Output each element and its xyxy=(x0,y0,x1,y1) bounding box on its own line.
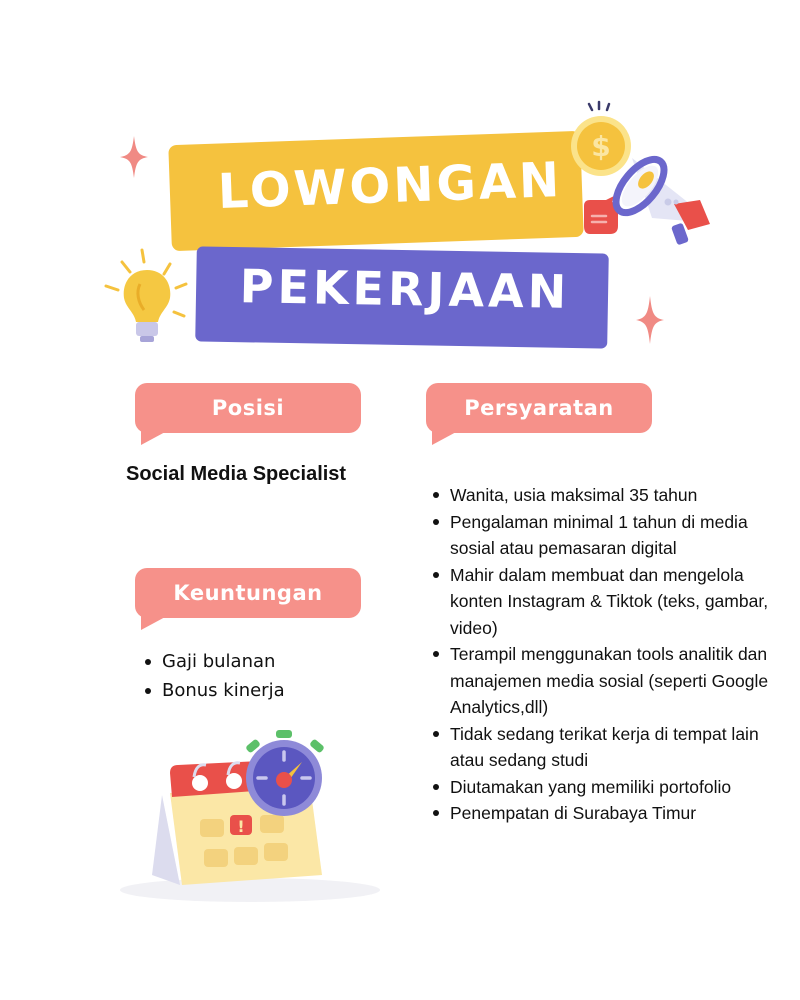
requirements-list xyxy=(430,482,790,827)
section-label-benefits xyxy=(135,568,361,618)
position-title: Social Media Specialist xyxy=(126,463,347,485)
list-item: Penempatan di Surabaya Timur xyxy=(430,800,790,827)
section-label-text: Posisi xyxy=(211,396,285,420)
sparkle-icon xyxy=(636,296,664,344)
banner-title-line2: PEKERJAAN xyxy=(239,259,571,319)
svg-text:$: $ xyxy=(591,130,611,163)
lightbulb-icon xyxy=(100,244,210,354)
list-item: Terampil menggunakan tools analitik dan manajemen media sosial (seperti Google Analytics,dll) xyxy=(430,641,790,721)
svg-text:!: ! xyxy=(237,817,245,836)
stopwatch-icon xyxy=(240,728,330,820)
section-label-position xyxy=(135,383,361,433)
megaphone-icon xyxy=(612,138,722,248)
section-label-requirements xyxy=(426,383,652,433)
list-item: Mahir dalam membuat dan mengelola konten Instagram & Tiktok (teks, gambar, video) xyxy=(430,562,790,642)
list-item: Bonus kinerja xyxy=(142,676,382,705)
list-item: Wanita, usia maksimal 35 tahun xyxy=(430,482,790,509)
section-label-text: Persyaratan xyxy=(464,396,614,420)
list-item: Pengalaman minimal 1 tahun di media sosial atau pemasaran digital xyxy=(430,509,790,562)
list-item: Diutamakan yang memiliki portofolio xyxy=(430,774,790,801)
section-label-text: Keuntungan xyxy=(173,581,323,605)
list-item: Tidak sedang terikat kerja di tempat lain atau sedang studi xyxy=(430,721,790,774)
benefits-list xyxy=(142,647,382,705)
banner-title-line1: LOWONGAN xyxy=(216,152,564,220)
sparkle-icon xyxy=(120,136,148,178)
list-item: Gaji bulanan xyxy=(142,647,382,676)
